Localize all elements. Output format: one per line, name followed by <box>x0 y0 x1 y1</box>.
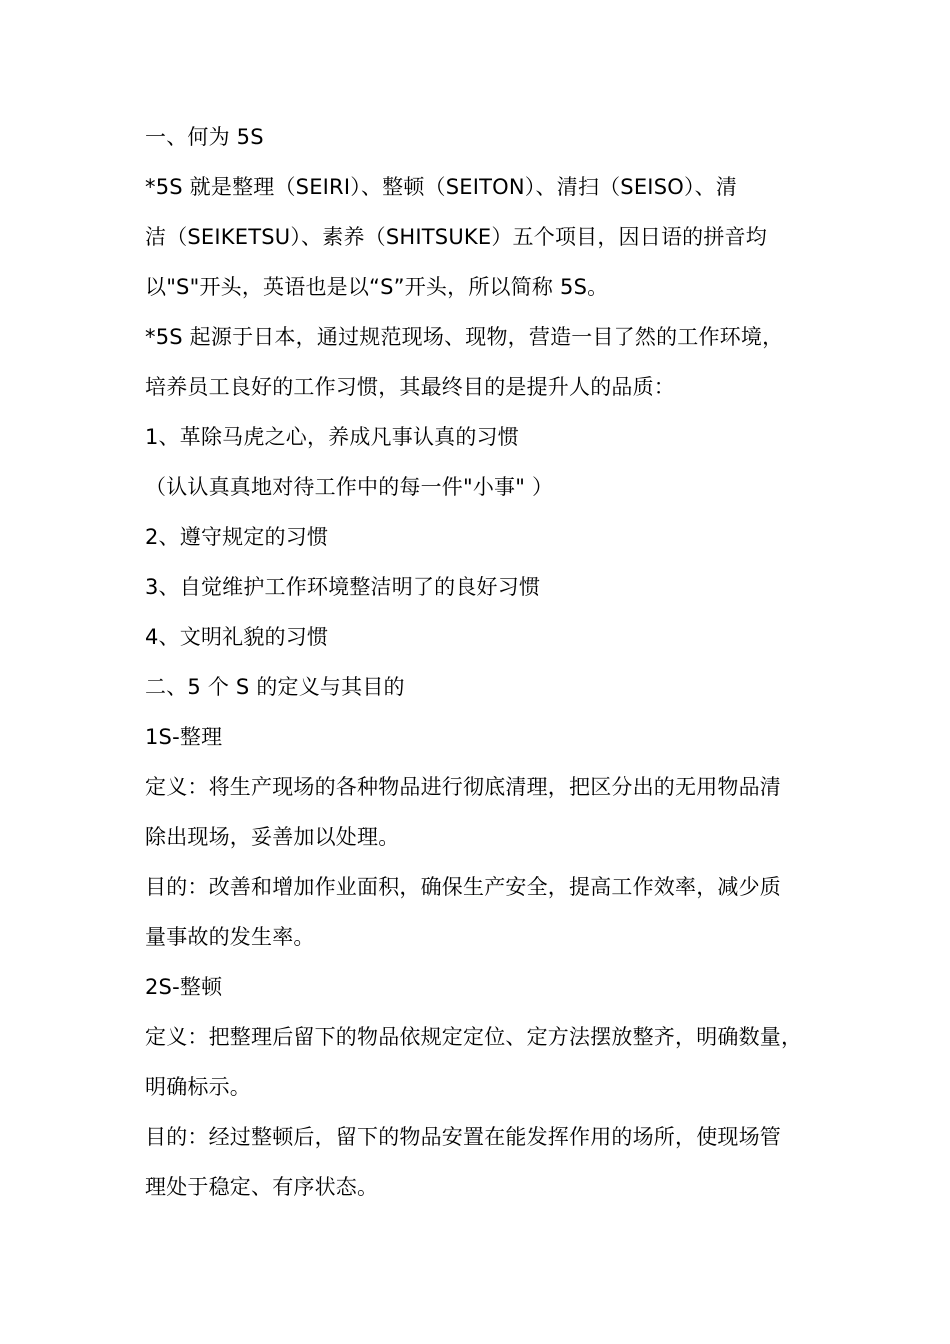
section-heading-definitions: 二、5 个 S 的定义与其目的 <box>145 675 405 699</box>
paragraph-line: 目的：经过整顿后，留下的物品安置在能发挥作用的场所，使现场管 <box>145 1125 781 1149</box>
paragraph-line: 培养员工良好的工作习惯，其最终目的是提升人的品质： <box>145 375 675 399</box>
paragraph-line: 理处于稳定、有序状态。 <box>145 1175 379 1199</box>
list-item: 3、自觉维护工作环境整洁明了的良好习惯 <box>145 575 541 599</box>
paragraph-line: 明确标示。 <box>145 1075 251 1099</box>
paragraph-line: 除出现场，妥善加以处理。 <box>145 825 400 849</box>
paragraph-line: 定义：将生产现场的各种物品进行彻底清理，把区分出的无用物品清 <box>145 775 781 799</box>
list-item: 4、文明礼貌的习惯 <box>145 625 329 649</box>
list-item-note: （认认真真地对待工作中的每一件"小事" ） <box>145 475 554 499</box>
section-heading-what-is-5s: 一、何为 5S <box>145 125 264 149</box>
document-body <box>145 112 815 1212</box>
paragraph-line: 洁（SEIKETSU）、素养（SHITSUKE）五个项目，因日语的拼音均 <box>145 225 767 249</box>
list-item: 2、遵守规定的习惯 <box>145 525 329 549</box>
paragraph-line: *5S 就是整理（SEIRI）、整顿（SEITON）、清扫（SEISO）、清 <box>145 175 738 199</box>
list-item: 1、革除马虎之心，养成凡事认真的习惯 <box>145 425 519 449</box>
paragraph-line: 量事故的发生率。 <box>145 925 315 949</box>
paragraph-line: 目的：改善和增加作业面积，确保生产安全，提高工作效率，减少质 <box>145 875 781 899</box>
paragraph-line: 以"S"开头，英语也是以“S”开头，所以简称 5S。 <box>145 275 609 299</box>
paragraph-line: 定义：把整理后留下的物品依规定定位、定方法摆放整齐，明确数量， <box>145 1025 803 1049</box>
paragraph-line: *5S 起源于日本，通过规范现场、现物，营造一目了然的工作环境， <box>145 325 784 349</box>
subsection-heading-1s: 1S-整理 <box>145 725 223 749</box>
subsection-heading-2s: 2S-整顿 <box>145 975 223 999</box>
